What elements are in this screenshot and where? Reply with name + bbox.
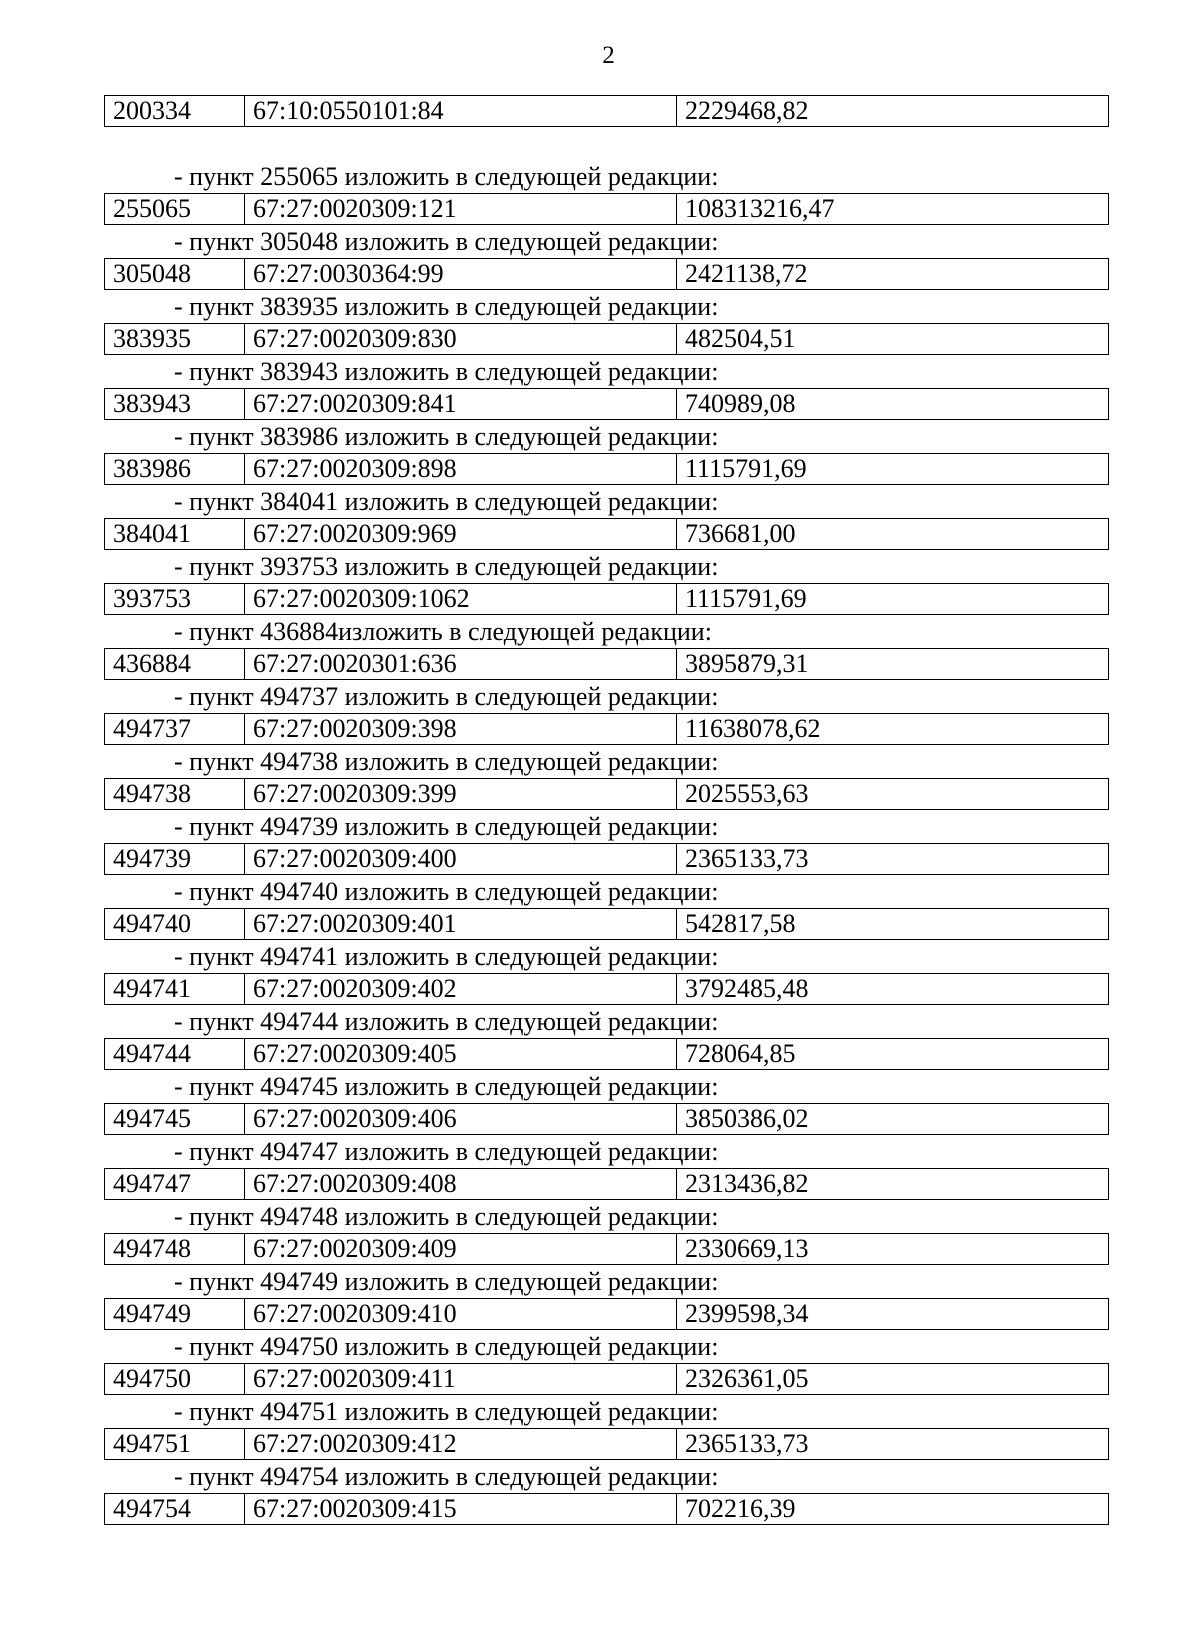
amendment-instruction: - пункт 383986 изложить в следующей редакции: bbox=[174, 422, 719, 451]
row-value: 2326361,05 bbox=[685, 1364, 809, 1393]
table-row bbox=[104, 1428, 1109, 1460]
table-row bbox=[104, 908, 1109, 940]
entry-block bbox=[104, 355, 1109, 420]
row-cadastral-number: 67:27:0020309:1062 bbox=[245, 584, 677, 614]
table-row bbox=[104, 258, 1109, 290]
table-row bbox=[104, 193, 1109, 225]
table-row bbox=[104, 1233, 1109, 1265]
row-id: 494745 bbox=[105, 1104, 245, 1134]
amendment-instruction: - пункт 494747 изложить в следующей редакции: bbox=[174, 1137, 719, 1166]
row-id: 494739 bbox=[105, 844, 245, 874]
entry-block bbox=[104, 420, 1109, 485]
row-value: 3792485,48 bbox=[685, 974, 809, 1003]
row-value: 2399598,34 bbox=[685, 1299, 809, 1328]
row-value: 542817,58 bbox=[685, 909, 796, 938]
row-value: 108313216,47 bbox=[685, 194, 835, 223]
row-id: 383943 bbox=[105, 389, 245, 419]
page-number: 2 bbox=[602, 42, 615, 69]
row-id: 494748 bbox=[105, 1234, 245, 1264]
row-cadastral-number: 67:27:0020309:398 bbox=[245, 714, 677, 744]
entry-block bbox=[104, 225, 1109, 290]
entry-block bbox=[104, 290, 1109, 355]
row-value: 728064,85 bbox=[685, 1039, 796, 1068]
entry-block bbox=[104, 875, 1109, 940]
entry-block bbox=[104, 550, 1109, 615]
row-cadastral-number: 67:27:0020309:898 bbox=[245, 454, 677, 484]
row-cadastral-number: 67:27:0020309:401 bbox=[245, 909, 677, 939]
entry-block bbox=[104, 1070, 1109, 1135]
row-id: 494741 bbox=[105, 974, 245, 1004]
row-id: 305048 bbox=[105, 259, 245, 289]
table-row bbox=[104, 323, 1109, 355]
entry-block bbox=[104, 1330, 1109, 1395]
table-row bbox=[104, 778, 1109, 810]
row-id: 393753 bbox=[105, 584, 245, 614]
document-body bbox=[104, 95, 1109, 1525]
entry-block bbox=[104, 1265, 1109, 1330]
amendment-instruction: - пункт 494738 изложить в следующей редакции: bbox=[174, 747, 719, 776]
table-row bbox=[104, 388, 1109, 420]
row-cadastral-number: 67:27:0020309:410 bbox=[245, 1299, 677, 1329]
row-cadastral-number: 67:27:0020309:412 bbox=[245, 1429, 677, 1459]
table-row bbox=[104, 1038, 1109, 1070]
amendment-instruction: - пункт 436884изложить в следующей редакции: bbox=[174, 617, 712, 646]
row-value: 1115791,69 bbox=[685, 454, 807, 483]
row-value: 2025553,63 bbox=[685, 779, 809, 808]
row-value: 2365133,73 bbox=[685, 844, 809, 873]
row-value: 2330669,13 bbox=[685, 1234, 809, 1263]
row-cadastral-number: 67:27:0020309:830 bbox=[245, 324, 677, 354]
entry-block bbox=[104, 1460, 1109, 1525]
amendment-instruction: - пункт 393753 изложить в следующей редакции: bbox=[174, 552, 719, 581]
amendment-instruction: - пункт 494748 изложить в следующей редакции: bbox=[174, 1202, 719, 1231]
row-cadastral-number: 67:27:0020301:636 bbox=[245, 649, 677, 679]
entry-block bbox=[104, 1135, 1109, 1200]
row-id: 494740 bbox=[105, 909, 245, 939]
row-id: 383935 bbox=[105, 324, 245, 354]
row-value: 1115791,69 bbox=[685, 584, 807, 613]
entry-block bbox=[104, 680, 1109, 745]
amendment-instruction: - пункт 305048 изложить в следующей редакции: bbox=[174, 227, 719, 256]
table-row bbox=[104, 713, 1109, 745]
entry-block bbox=[104, 940, 1109, 1005]
row-cadastral-number: 67:27:0020309:969 bbox=[245, 519, 677, 549]
amendment-instruction: - пункт 494737 изложить в следующей редакции: bbox=[174, 682, 719, 711]
row-cadastral-number: 67:27:0030364:99 bbox=[245, 259, 677, 289]
row-id: 494750 bbox=[105, 1364, 245, 1394]
row-cadastral-number: 67:27:0020309:415 bbox=[245, 1494, 677, 1524]
row-value: 482504,51 bbox=[685, 324, 796, 353]
amendment-instruction: - пункт 494754 изложить в следующей редакции: bbox=[174, 1462, 719, 1491]
row-id: 494751 bbox=[105, 1429, 245, 1459]
amendment-instruction: - пункт 494749 изложить в следующей редакции: bbox=[174, 1267, 719, 1296]
row-value: 736681,00 bbox=[685, 519, 796, 548]
entry-block bbox=[104, 485, 1109, 550]
entry-block bbox=[104, 745, 1109, 810]
row-cadastral-number: 67:27:0020309:402 bbox=[245, 974, 677, 1004]
entry-block bbox=[104, 1395, 1109, 1460]
row-cadastral-number: 67:27:0020309:406 bbox=[245, 1104, 677, 1134]
row-cadastral-number: 67:27:0020309:411 bbox=[245, 1364, 677, 1394]
entry-block bbox=[104, 160, 1109, 225]
table-row bbox=[104, 648, 1109, 680]
row-id: 494747 bbox=[105, 1169, 245, 1199]
table-row bbox=[104, 518, 1109, 550]
amendment-instruction: - пункт 494751 изложить в следующей редакции: bbox=[174, 1397, 719, 1426]
entry-block bbox=[104, 1200, 1109, 1265]
table-row bbox=[104, 843, 1109, 875]
entries-list bbox=[104, 160, 1109, 1525]
row-value: 702216,39 bbox=[685, 1494, 796, 1523]
row-cadastral-number: 67:27:0020309:400 bbox=[245, 844, 677, 874]
row-id: 200334 bbox=[105, 96, 245, 126]
table-row bbox=[104, 453, 1109, 485]
row-cadastral-number: 67:27:0020309:408 bbox=[245, 1169, 677, 1199]
row-value: 740989,08 bbox=[685, 389, 796, 418]
first-block bbox=[104, 95, 1109, 160]
row-id: 383986 bbox=[105, 454, 245, 484]
row-id: 494749 bbox=[105, 1299, 245, 1329]
row-value: 11638078,62 bbox=[685, 714, 821, 743]
amendment-instruction: - пункт 384041 изложить в следующей редакции: bbox=[174, 487, 719, 516]
amendment-instruction: - пункт 494750 изложить в следующей редакции: bbox=[174, 1332, 719, 1361]
row-value: 2365133,73 bbox=[685, 1429, 809, 1458]
amendment-instruction: - пункт 383935 изложить в следующей редакции: bbox=[174, 292, 719, 321]
row-id: 494737 bbox=[105, 714, 245, 744]
amendment-instruction: - пункт 494744 изложить в следующей редакции: bbox=[174, 1007, 719, 1036]
entry-block bbox=[104, 615, 1109, 680]
amendment-instruction: - пункт 494740 изложить в следующей редакции: bbox=[174, 877, 719, 906]
entry-block bbox=[104, 810, 1109, 875]
row-id: 436884 bbox=[105, 649, 245, 679]
row-value: 2421138,72 bbox=[685, 259, 808, 288]
row-id: 494754 bbox=[105, 1494, 245, 1524]
amendment-instruction: - пункт 255065 изложить в следующей редакции: bbox=[174, 162, 719, 191]
table-row bbox=[104, 1298, 1109, 1330]
table-row bbox=[104, 95, 1109, 127]
row-value: 3850386,02 bbox=[685, 1104, 809, 1133]
row-value: 2313436,82 bbox=[685, 1169, 809, 1198]
row-id: 494744 bbox=[105, 1039, 245, 1069]
row-value: 3895879,31 bbox=[685, 649, 809, 678]
amendment-instruction: - пункт 494745 изложить в следующей редакции: bbox=[174, 1072, 719, 1101]
table-row bbox=[104, 1493, 1109, 1525]
table-row bbox=[104, 583, 1109, 615]
table-row bbox=[104, 1168, 1109, 1200]
amendment-instruction: - пункт 494741 изложить в следующей редакции: bbox=[174, 942, 719, 971]
row-id: 384041 bbox=[105, 519, 245, 549]
row-cadastral-number: 67:27:0020309:121 bbox=[245, 194, 677, 224]
row-id: 255065 bbox=[105, 194, 245, 224]
table-row bbox=[104, 1103, 1109, 1135]
row-cadastral-number: 67:27:0020309:841 bbox=[245, 389, 677, 419]
amendment-instruction: - пункт 494739 изложить в следующей редакции: bbox=[174, 812, 719, 841]
table-row bbox=[104, 1363, 1109, 1395]
row-value: 2229468,82 bbox=[685, 96, 809, 125]
row-cadastral-number: 67:27:0020309:399 bbox=[245, 779, 677, 809]
row-cadastral-number: 67:27:0020309:405 bbox=[245, 1039, 677, 1069]
entry-block bbox=[104, 1005, 1109, 1070]
row-id: 494738 bbox=[105, 779, 245, 809]
amendment-instruction: - пункт 383943 изложить в следующей редакции: bbox=[174, 357, 719, 386]
row-cadastral-number: 67:27:0020309:409 bbox=[245, 1234, 677, 1264]
table-row bbox=[104, 973, 1109, 1005]
row-cadastral-number: 67:10:0550101:84 bbox=[245, 96, 677, 126]
